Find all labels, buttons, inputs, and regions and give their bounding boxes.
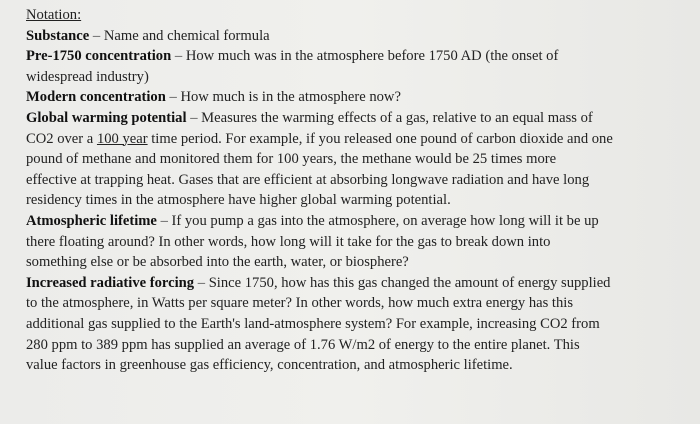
dash-separator: – — [197, 274, 206, 291]
definition-lifetime-line: something else or be absorbed into the earth, water, or biosphere? — [26, 254, 409, 271]
definition-forcing: Since 1750, how has this gas changed the amount of energy supplied — [208, 274, 611, 291]
entry-modern — [26, 87, 692, 108]
heading-text: Notation: — [26, 7, 82, 23]
notation-heading — [26, 5, 692, 26]
term-pre1750: Pre-1750 concentration — [26, 48, 172, 65]
definition-forcing-line: additional gas supplied to the Earth's land-atmosphere system? For example, increasing CO2 from — [26, 315, 600, 332]
term-modern: Modern concentration — [26, 89, 166, 106]
gwp-underlined-term: 100 year — [96, 130, 148, 147]
definition-lifetime: If you pump a gas into the atmosphere, on average how long will it be up — [171, 212, 599, 229]
entry-substance — [26, 26, 692, 47]
term-gwp: Global warming potential — [26, 109, 187, 126]
definition-forcing-line: to the atmosphere, in Watts per square meter? In other words, how much extra energy has this — [26, 295, 574, 312]
dash-separator: – — [190, 109, 198, 126]
dash-separator: – — [169, 89, 177, 106]
dash-separator: – — [92, 27, 101, 44]
term-forcing: Increased radiative forcing — [26, 274, 195, 291]
entry-lifetime — [26, 211, 692, 232]
gwp-text-before: CO2 over a — [26, 130, 97, 147]
definition-pre1750-line: widespread industry) — [26, 68, 149, 85]
term-lifetime: Atmospheric lifetime — [26, 212, 157, 229]
definition-forcing-line: value factors in greenhouse gas efficiency, concentration, and atmospheric lifetime. — [26, 357, 513, 374]
definition-pre1750: How much was in the atmosphere before 1750 AD (the onset of — [185, 48, 559, 65]
definition-lifetime-line: there floating around? In other words, how long will it take for the gas to break down into — [26, 233, 551, 250]
entry-forcing — [26, 273, 692, 294]
dash-separator: – — [174, 48, 183, 65]
gwp-text-after: time period. For example, if you released one pound of carbon dioxide and one — [147, 130, 613, 147]
definition-substance: Name and chemical formula — [103, 27, 270, 44]
term-substance: Substance — [26, 27, 90, 44]
entry-pre1750 — [26, 46, 692, 67]
definition-gwp: Measures the warming effects of a gas, relative to an equal mass of — [201, 109, 593, 126]
definition-forcing-line: 280 ppm to 389 ppm has supplied an average of 1.76 W/m2 of energy to the entire planet. This — [26, 336, 580, 353]
dash-separator: – — [160, 212, 168, 229]
definition-modern: How much is in the atmosphere now? — [180, 89, 401, 106]
definition-gwp-line: residency times in the atmosphere have higher global warming potential. — [26, 192, 451, 209]
definition-gwp-line — [26, 129, 692, 150]
definition-gwp-line: pound of methane and monitored them for 100 years, the methane would be 25 times more — [26, 151, 557, 168]
entry-gwp — [26, 108, 692, 129]
definition-gwp-line: effective at trapping heat. Gases that are efficient at absorbing longwave radiation and have long — [26, 171, 590, 188]
